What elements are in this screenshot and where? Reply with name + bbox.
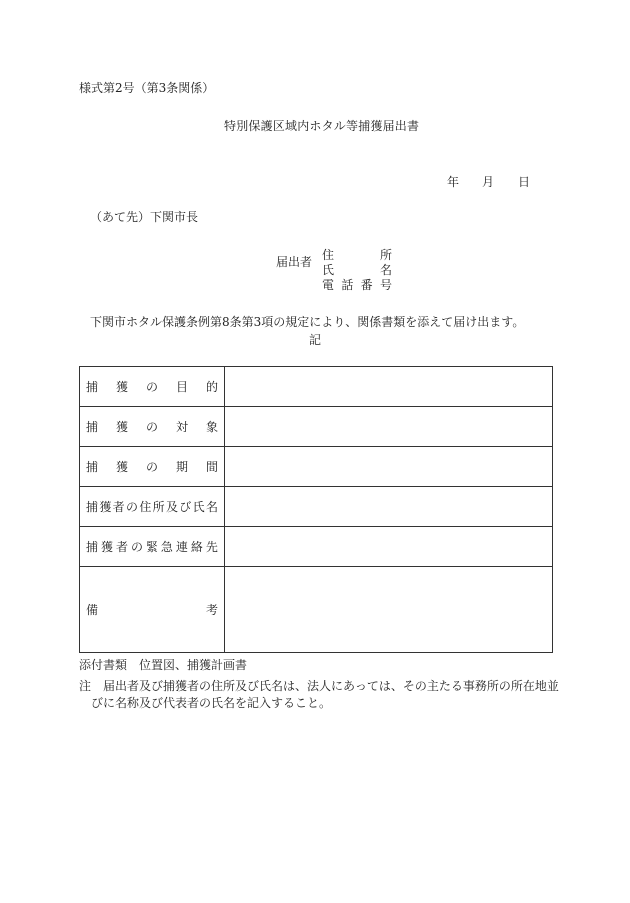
target-input-cell[interactable] bbox=[225, 407, 553, 447]
applicant-label: 届出者 bbox=[276, 255, 313, 269]
table-row bbox=[80, 367, 553, 407]
emergency-contact-label-cell: 捕 獲 者 の 緊 急 連 絡 先 bbox=[80, 527, 225, 567]
ki-label: 記 bbox=[309, 333, 322, 347]
table-row bbox=[80, 407, 553, 447]
table-row bbox=[80, 487, 553, 527]
table-row bbox=[80, 447, 553, 487]
period-input-cell[interactable] bbox=[225, 447, 553, 487]
date-year-label: 年 bbox=[447, 175, 460, 189]
capturer-address-name-label-cell: 捕 獲 者 の 住 所 及 び 氏 名 bbox=[80, 487, 225, 527]
applicant-name-row: 氏 名 bbox=[322, 263, 392, 277]
date-month-label: 月 bbox=[482, 175, 495, 189]
attachments-line: 添付書類 位置図、捕獲計画書 bbox=[79, 658, 248, 672]
applicant-address-row: 住 所 bbox=[322, 248, 392, 262]
applicant-phone-row: 電 話 番 号 bbox=[322, 278, 392, 292]
purpose-label-cell: 捕 獲 の 目 的 bbox=[80, 367, 225, 407]
remarks-label-cell: 備 考 bbox=[80, 567, 225, 653]
table-row bbox=[80, 527, 553, 567]
applicant-fields bbox=[322, 248, 392, 293]
capturer-address-name-input-cell[interactable] bbox=[225, 487, 553, 527]
purpose-input-cell[interactable] bbox=[225, 367, 553, 407]
note-line-2: びに名称及び代表者の氏名を記入すること。 bbox=[91, 696, 332, 710]
target-label-cell: 捕 獲 の 対 象 bbox=[80, 407, 225, 447]
period-label-cell: 捕 獲 の 期 間 bbox=[80, 447, 225, 487]
note-line-1: 注 届出者及び捕獲者の住所及び氏名は、法人にあっては、その主たる事務所の所在地並 bbox=[79, 679, 559, 693]
capture-details-table bbox=[79, 366, 553, 653]
remarks-input-cell[interactable] bbox=[225, 567, 553, 653]
statement: 下関市ホタル保護条例第8条第3項の規定により、関係書類を添えて届け出ます。 bbox=[90, 315, 525, 329]
form-title: 特別保護区域内ホタル等捕獲届出書 bbox=[224, 119, 420, 133]
table-row bbox=[80, 567, 553, 653]
addressee: （あて先）下関市長 bbox=[90, 210, 199, 224]
form-number: 様式第2号（第3条関係） bbox=[79, 81, 215, 95]
date-day-label: 日 bbox=[518, 175, 531, 189]
emergency-contact-input-cell[interactable] bbox=[225, 527, 553, 567]
